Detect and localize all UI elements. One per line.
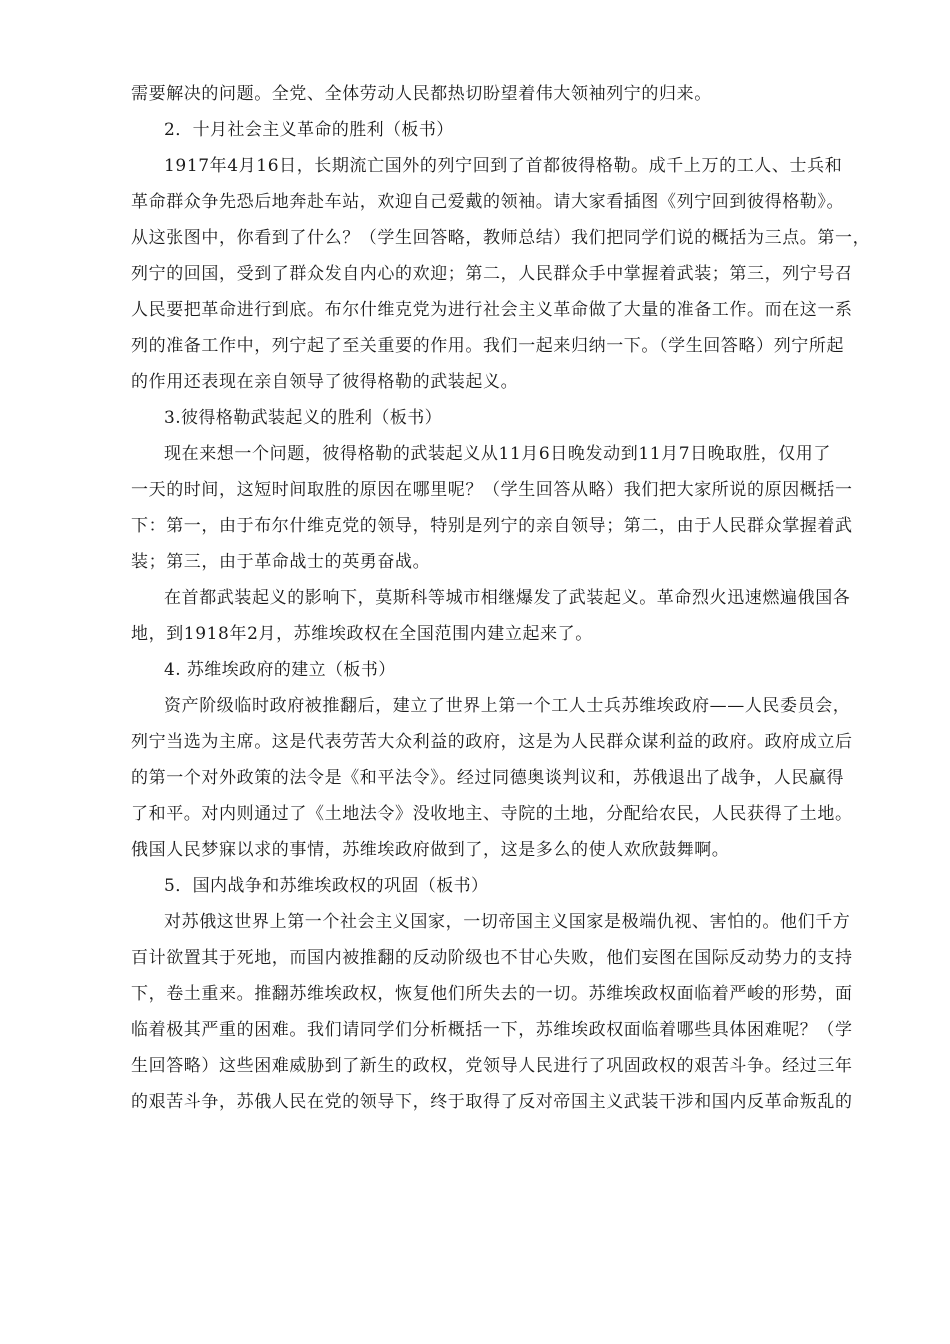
paragraph-line: 下，卷土重来。推翻苏维埃政权，恢复他们所失去的一切。苏维埃政权面临着严峻的形势，面 [131,984,853,1004]
paragraph-line: 一天的时间，这短时间取胜的原因在哪里呢？（学生回答从略）我们把大家所说的原因概括一 [131,480,853,500]
paragraph-line: 装；第三，由于革命战士的英勇奋战。 [131,552,431,572]
paragraph-line: 俄国人民梦寐以求的事情，苏维埃政府做到了，这是多么的使人欢欣鼓舞啊。 [131,840,730,860]
paragraph-line: 地，到1918年2月，苏维埃政权在全国范围内建立起来了。 [131,624,593,644]
paragraph-line: 的艰苦斗争，苏俄人民在党的领导下，终于取得了反对帝国主义武装干涉和国内反革命叛乱的 [131,1092,853,1112]
paragraph-line: 资产阶级临时政府被推翻后，建立了世界上第一个工人士兵苏维埃政府——人民委员会， [164,696,851,716]
paragraph-line: 列的准备工作中，列宁起了至关重要的作用。我们一起来归纳一下。（学生回答略）列宁所起 [131,336,845,356]
paragraph-line: 1917年4月16日，长期流亡国外的列宁回到了首都彼得格勒。成千上万的工人、士兵和 [164,156,843,176]
paragraph-line: 下：第一，由于布尔什维克党的领导，特别是列宁的亲自领导；第二，由于人民群众掌握着武 [131,516,853,536]
paragraph-line: 列宁当选为主席。这是代表劳苦大众利益的政府，这是为人民群众谋利益的政府。政府成立后 [131,732,853,752]
paragraph-line: 在首都武装起义的影响下，莫斯科等城市相继爆发了武装起义。革命烈火迅速燃遍俄国各 [164,588,851,608]
paragraph-line: 革命群众争先恐后地奔赴车站，欢迎自己爱戴的领袖。请大家看插图《列宁回到彼得格勒》。 [131,192,845,212]
paragraph-line: 的第一个对外政策的法令是《和平法令》。经过同德奥谈判议和，苏俄退出了战争，人民赢得 [131,768,845,788]
section-heading-october-revolution: 2．十月社会主义革命的胜利（板书） [164,120,454,140]
paragraph-line: 临着极其严重的困难。我们请同学们分析概括一下，苏维埃政权面临着哪些具体困难呢？（学 [131,1020,853,1040]
paragraph-line: 对苏俄这世界上第一个社会主义国家，一切帝国主义国家是极端仇视、害怕的。他们千方 [164,912,851,932]
paragraph-line: 人民要把革命进行到底。布尔什维克党为进行社会主义革命做了大量的准备工作。而在这一系 [131,300,853,320]
paragraph-line: 从这张图中，你看到了什么？（学生回答略，教师总结）我们把同学们说的概括为三点。第一， [131,228,871,248]
paragraph-line: 生回答略）这些困难威胁到了新生的政权，党领导人民进行了巩固政权的艰苦斗争。经过三年 [131,1056,853,1076]
section-heading-soviet-government: 4. 苏维埃政府的建立（板书） [164,660,396,680]
body-line-continuation: 需要解决的问题。全党、全体劳动人民都热切盼望着伟大领袖列宁的归来。 [131,84,712,104]
paragraph-line: 的作用还表现在亲自领导了彼得格勒的武装起义。 [131,372,519,392]
paragraph-line: 了和平。对内则通过了《土地法令》没收地主、寺院的土地，分配给农民，人民获得了土地。 [131,804,853,824]
paragraph-line: 百计欲置其于死地，而国内被推翻的反动阶级也不甘心失败，他们妄图在国际反动势力的支持 [131,948,853,968]
section-heading-civil-war: 5．国内战争和苏维埃政权的巩固（板书） [164,876,489,896]
paragraph-line: 列宁的回国，受到了群众发自内心的欢迎；第二，人民群众手中掌握着武装；第三，列宁号召 [131,264,853,284]
section-heading-petrograd-uprising: 3.彼得格勒武装起义的胜利（板书） [164,408,443,428]
paragraph-line: 现在来想一个问题，彼得格勒的武装起义从11月6日晚发动到11月7日晚取胜，仅用了 [164,444,831,464]
